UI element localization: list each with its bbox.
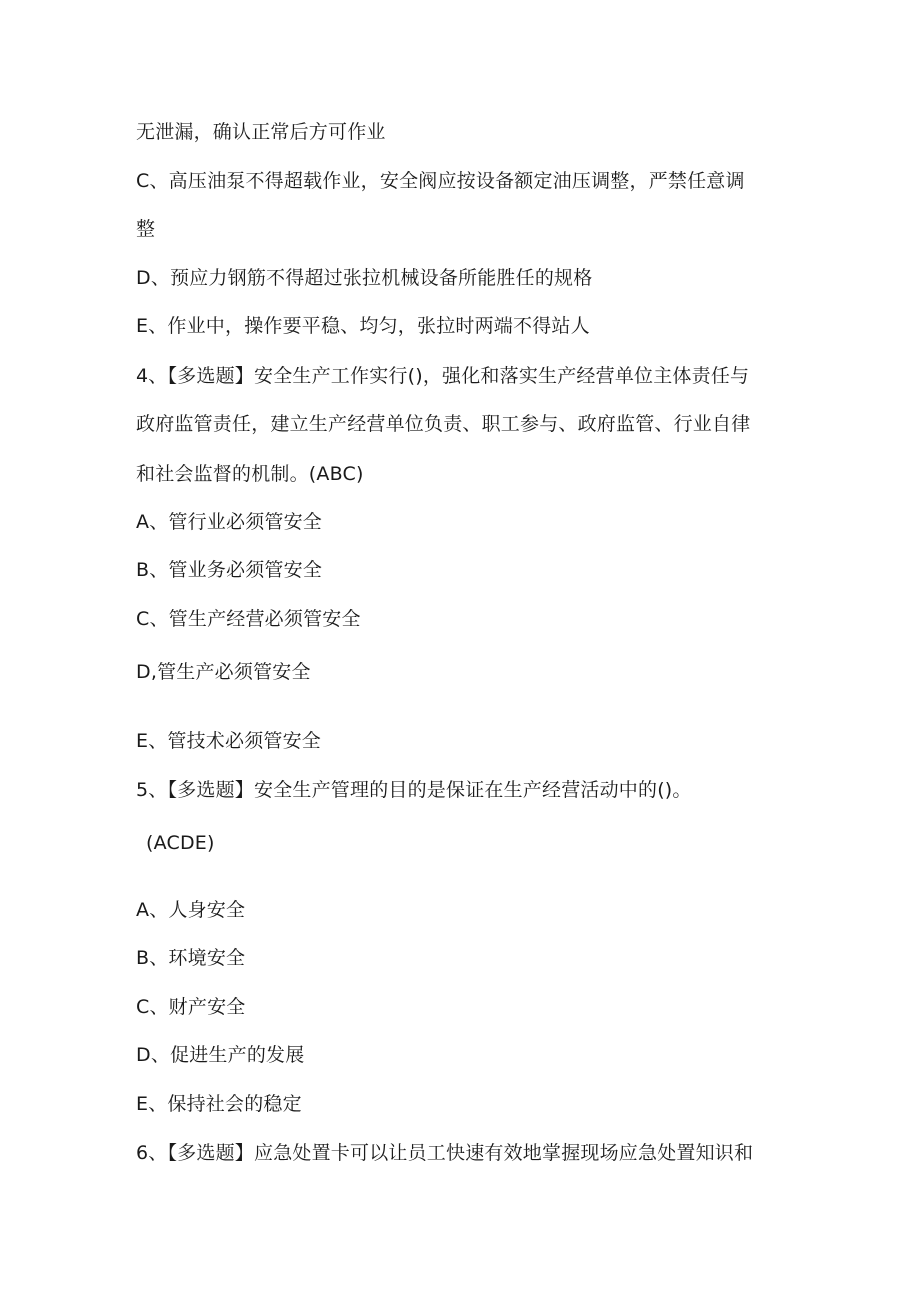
q4-option-e: E、管技术必须管安全	[136, 730, 322, 752]
q3-option-e: E、作业中，操作要平稳、均匀，张拉时两端不得站人	[136, 315, 590, 337]
q3-option-d: D、预应力钢筋不得超过张拉机械设备所能胜任的规格	[136, 267, 593, 289]
q3-continuation-text: 无泄漏，确认正常后方可作业	[136, 121, 386, 143]
q5-option-a: A、人身安全	[136, 899, 246, 921]
q5-option-d: D、促进生产的发展	[136, 1044, 305, 1066]
q5-option-c: C、财产安全	[136, 996, 246, 1018]
q4-question-line2: 政府监管责任，建立生产经营单位负责、职工参与、政府监管、行业自律	[136, 413, 751, 435]
q4-option-c: C、管生产经营必须管安全	[136, 608, 361, 630]
q4-question-line3: 和社会监督的机制。(ABC)	[136, 463, 364, 485]
q5-answer: (ACDE)	[146, 832, 215, 854]
q5-option-b: B、环境安全	[136, 947, 246, 969]
q4-option-b: B、管业务必须管安全	[136, 559, 323, 581]
q4-question-line1: 4、【多选题】安全生产工作实行()，强化和落实生产经营单位主体责任与	[136, 365, 750, 387]
q5-question-line1: 5、【多选题】安全生产管理的目的是保证在生产经营活动中的()。	[136, 779, 692, 801]
q3-option-c-line1: C、高压油泵不得超载作业，安全阀应按设备额定油压调整，严禁任意调	[136, 170, 745, 192]
q3-option-c-line2: 整	[136, 218, 156, 240]
q4-option-d: D,管生产必须管安全	[136, 661, 311, 683]
q6-question-line1: 6、【多选题】应急处置卡可以让员工快速有效地掌握现场应急处置知识和	[136, 1142, 754, 1164]
q5-option-e: E、保持社会的稳定	[136, 1093, 302, 1115]
q4-option-a: A、管行业必须管安全	[136, 511, 322, 533]
